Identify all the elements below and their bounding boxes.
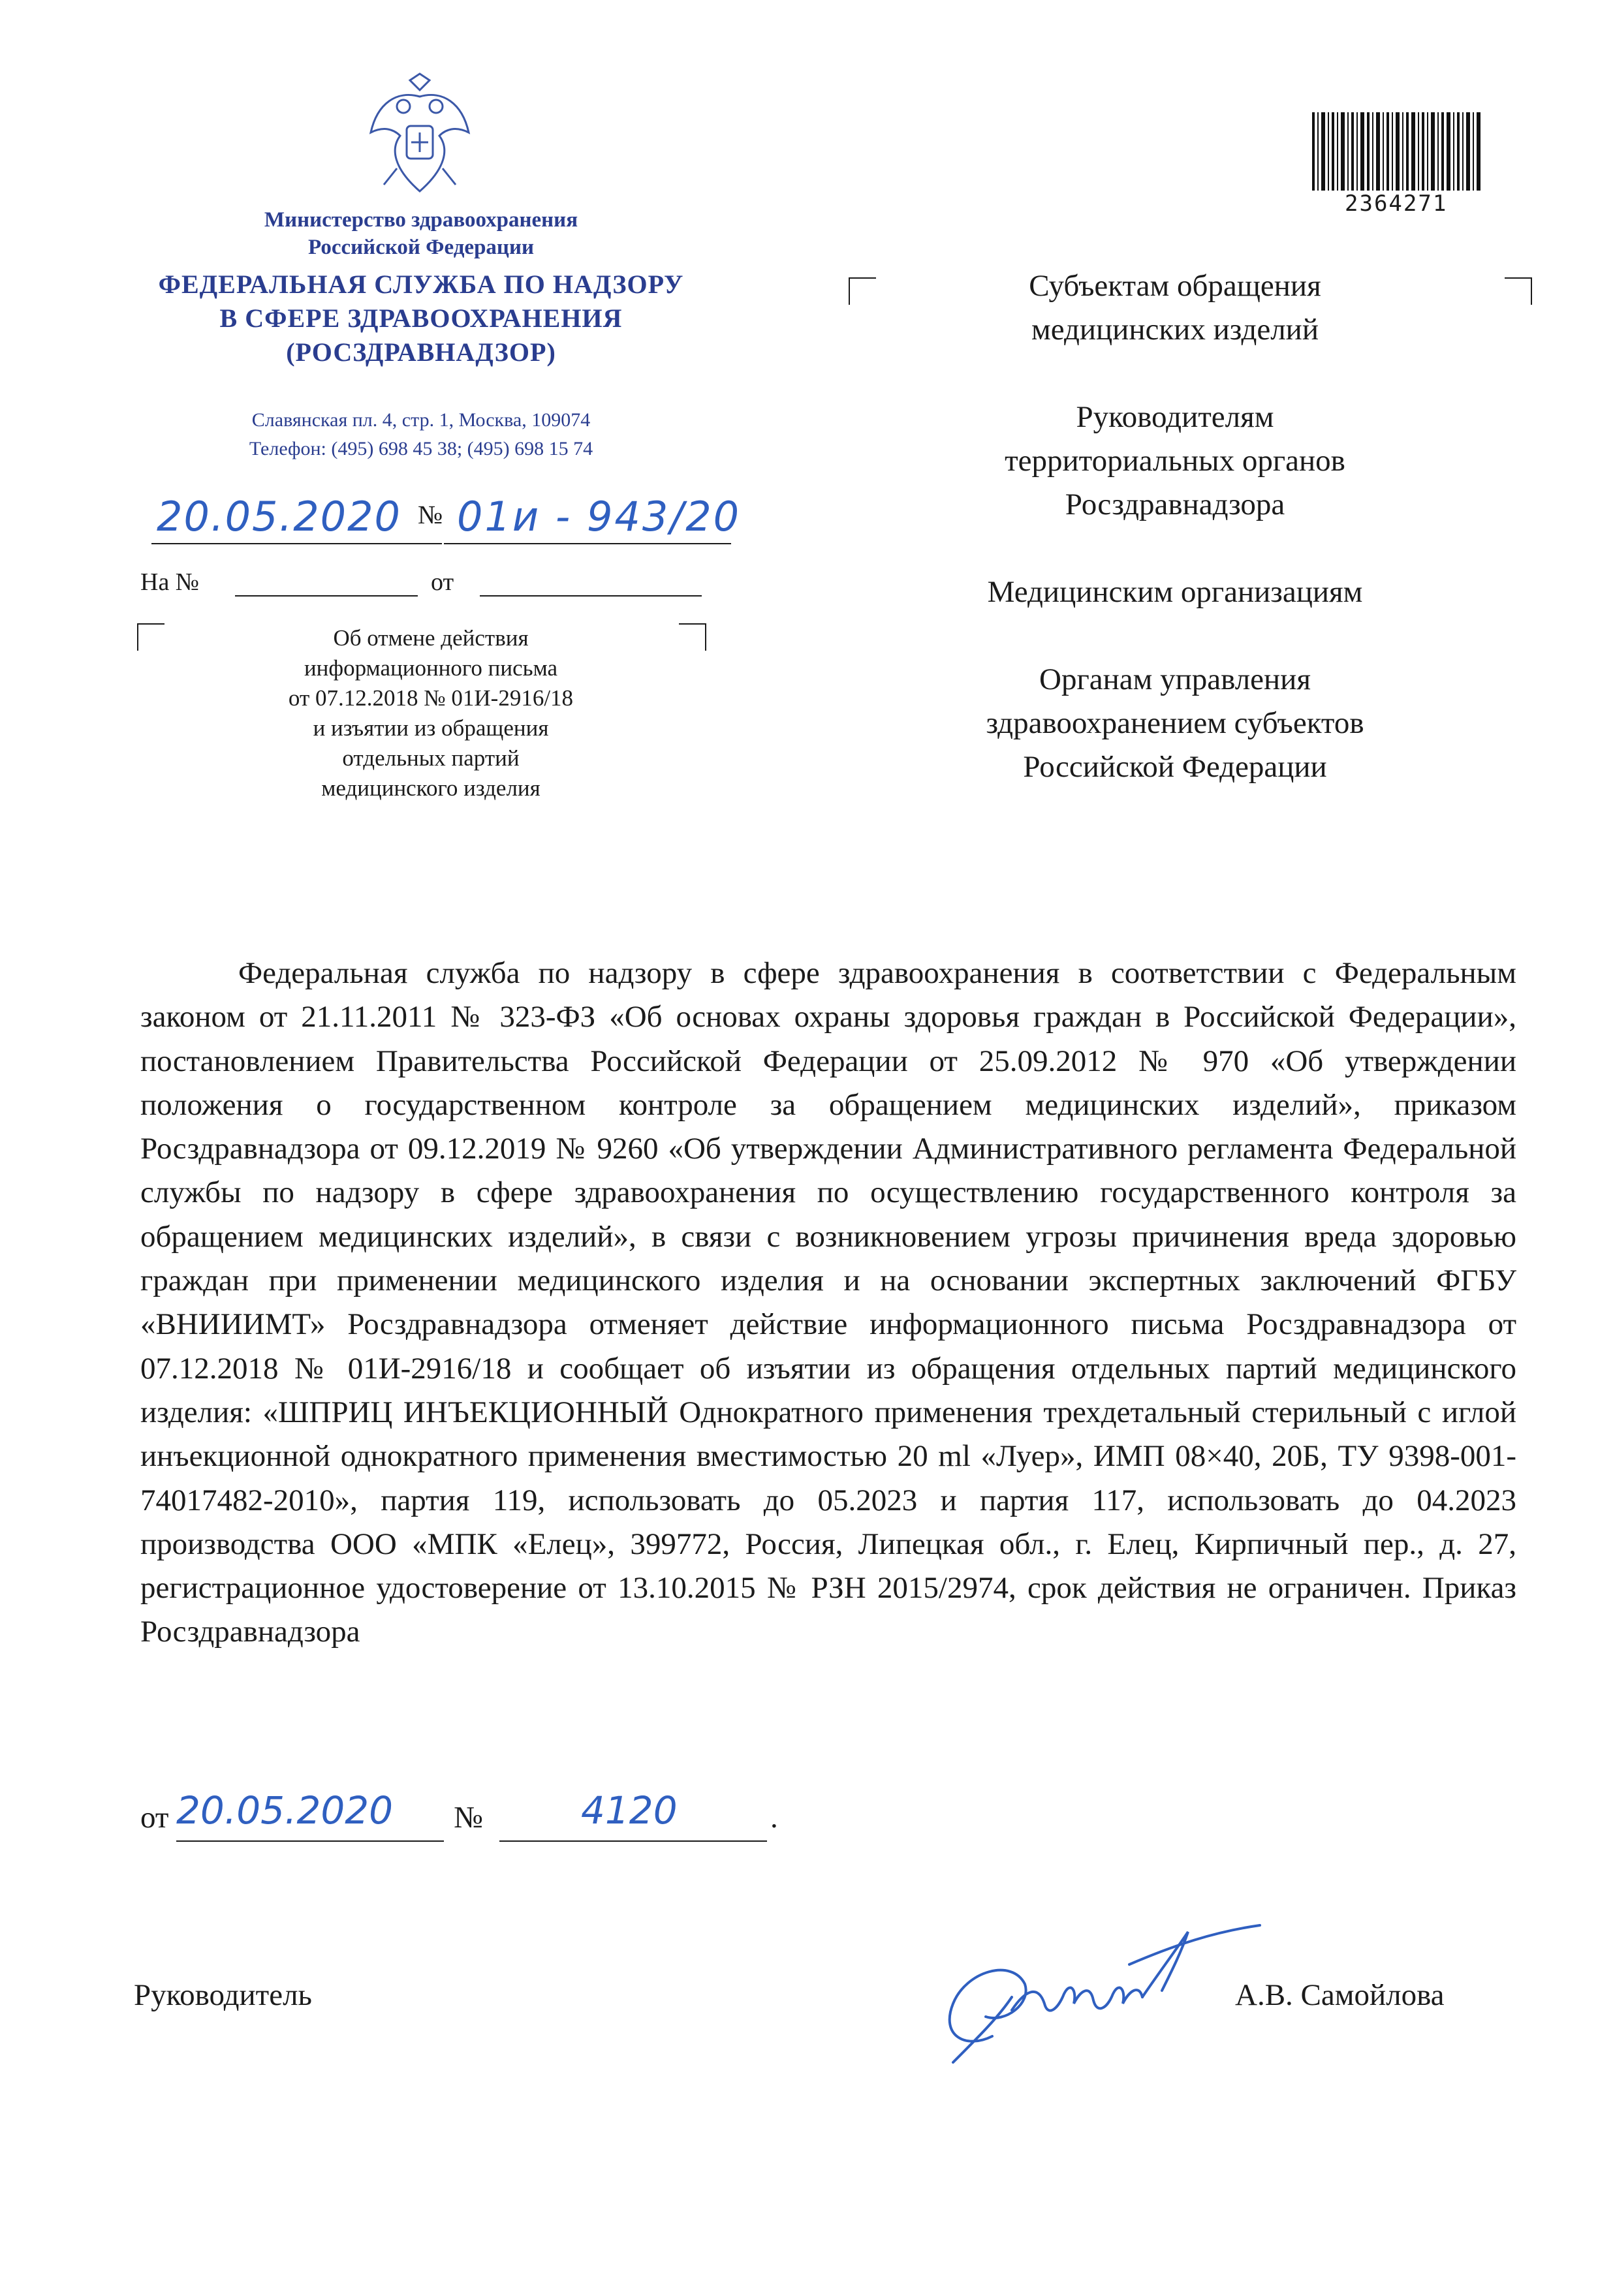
- date-underline: [151, 543, 442, 544]
- coat-of-arms-emblem-icon: [358, 70, 482, 201]
- ministry-line-1: Министерство здравоохранения: [264, 208, 578, 232]
- subject-line-2: информационного письма: [304, 655, 558, 681]
- order-date-underline: [176, 1840, 444, 1842]
- letter-body-paragraph: Федеральная служба по надзору в сфере здравоохранения в соответствии с Федеральным законом от 21.11.2011 № 323-ФЗ «Об основах охраны здоровья граждан в Российской Федерации», постановлением Правительства Российской Федерации от 25.09.2012 № 970 «Об утверждении положения о государственном контроле за обращением медицинских изделий», приказом Росздравнадзора от 09.12.2019 № 9260 «Об утверждении Административного регламента Федеральной службы по надзору в сфере здравоохранения по осуществлению государственного контроля за обращением медицинских изделий», в связи с возникновением угрозы причинения вреда здоровью граждан при применении медицинского изделия и на основании экспертных заключений ФГБУ «ВНИИИМТ» Росздравнадзора отменяет действие информационного письма Росздравнадзора от 07.12.2018 № 01И-2916/18 и сообщает об изъятии из обращения отдельных партий медицинского изделия: «ШПРИЦ ИНЪЕКЦИОННЫЙ Однократного применения трехдетальный стерильный с иглой инъекционной однократного применения вместимостью 20 ml «Луер», ИМП 08×40, 20Б, ТУ 9398-001-74017482-2010», партия 119, использовать до 05.2023 и партия 117, использовать до 04.2023 производства ООО «МПК «Елец», 399772, Россия, Липецкая обл., г. Елец, Кирпичный пер., д. 27, регистрационное удостоверение от 13.10.2015 № РЗН 2015/2974, срок действия не ограничен. Приказ Росздравнадзора: [140, 956, 1516, 1649]
- registration-number: 01и - 943/20: [457, 493, 742, 540]
- sender-address: [131, 406, 712, 463]
- addressee-4-line-1: Органам управления: [1039, 662, 1311, 696]
- addressee-3: [862, 570, 1488, 614]
- registration-number-sign: №: [418, 500, 443, 529]
- address-line-2: Телефон: (495) 698 45 38; (495) 698 15 74: [249, 438, 593, 459]
- order-number: 4120: [581, 1788, 678, 1833]
- reference-date-blank: [480, 595, 702, 597]
- barcode-number: 2364271: [1345, 191, 1448, 217]
- subject-line-5: отдельных партий: [342, 745, 520, 771]
- ministry-name: [183, 206, 659, 261]
- service-line-3: (РОСЗДРАВНАДЗОР): [286, 337, 556, 367]
- addressee-2-line-3: Росздравнадзора: [1065, 488, 1285, 521]
- registration-date: 20.05.2020: [157, 493, 401, 540]
- barcode-icon: [1312, 112, 1482, 191]
- addressee-bracket-right: [1505, 277, 1532, 305]
- addressee-2: [862, 396, 1488, 527]
- subject-line-1: Об отмене действия: [333, 625, 529, 651]
- number-underline: [444, 543, 731, 544]
- subject-line-4: и изъятии из обращения: [313, 715, 549, 741]
- ministry-line-2: Российской Федерации: [308, 236, 534, 259]
- addressee-1-line-1: Субъектам обращения: [1029, 269, 1321, 303]
- service-name: [118, 268, 725, 369]
- signatory-title: Руководитель: [134, 1978, 312, 2012]
- subject-bracket-left: [137, 623, 164, 651]
- reference-from-label: от: [431, 568, 454, 596]
- addressee-4: [862, 658, 1488, 789]
- addressee-4-line-3: Российской Федерации: [1023, 750, 1327, 784]
- service-line-1: ФЕДЕРАЛЬНАЯ СЛУЖБА ПО НАДЗОРУ: [158, 270, 684, 299]
- reference-number-blank: [235, 595, 418, 597]
- order-number-sign: №: [454, 1801, 483, 1835]
- signatory-name: А.В. Самойлова: [1235, 1978, 1445, 2012]
- order-from-label: от: [140, 1801, 169, 1835]
- addressee-2-line-1: Руководителям: [1076, 400, 1274, 434]
- service-line-2: В СФЕРЕ ЗДРАВООХРАНЕНИЯ: [219, 303, 623, 333]
- addressee-1: [862, 264, 1488, 352]
- addressee-2-line-2: территориальных органов: [1005, 444, 1345, 478]
- order-end-punctuation: .: [770, 1801, 778, 1835]
- addressee-4-line-2: здравоохранением субъектов: [986, 706, 1364, 740]
- letter-subject: [176, 623, 685, 803]
- subject-line-6: медицинского изделия: [321, 775, 540, 801]
- addressee-3-line-1: Медицинским организациям: [987, 575, 1363, 609]
- order-date: 20.05.2020: [176, 1788, 394, 1833]
- addressees: [862, 264, 1488, 833]
- subject-line-3: от 07.12.2018 № 01И-2916/18: [288, 685, 574, 711]
- order-number-underline: [499, 1840, 767, 1842]
- addressee-1-line-2: медицинских изделий: [1031, 313, 1319, 347]
- reference-number-label: На №: [140, 568, 200, 596]
- address-line-1: Славянская пл. 4, стр. 1, Москва, 109074: [251, 409, 591, 431]
